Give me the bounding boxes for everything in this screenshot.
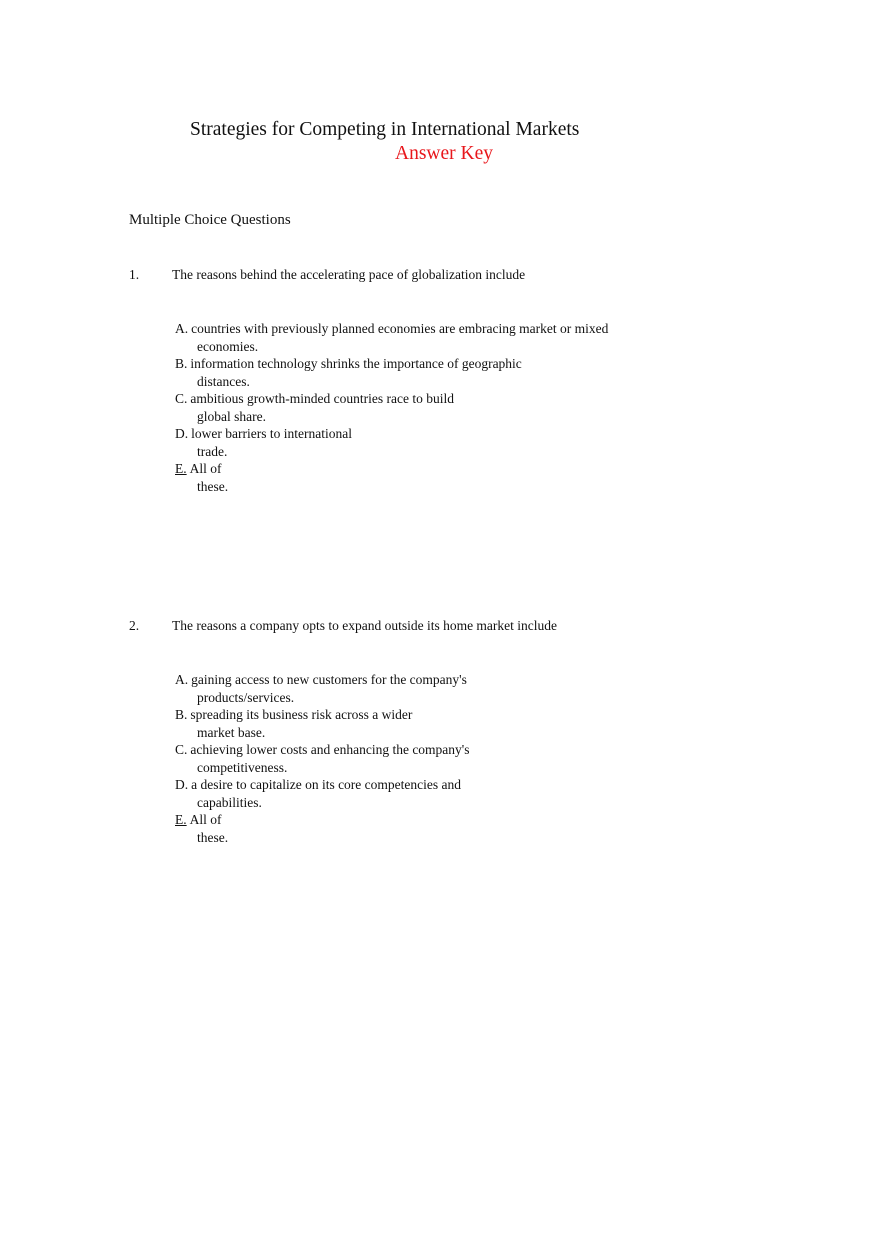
option-d	[175, 425, 608, 460]
option-text-continued: distances.	[197, 373, 250, 389]
option-letter: C.	[175, 742, 188, 757]
question-1	[129, 267, 525, 283]
option-text: lower barriers to international	[191, 426, 352, 441]
question-text: The reasons a company opts to expand outside its home market include	[172, 618, 558, 633]
option-letter: A.	[175, 321, 189, 336]
question-2	[129, 618, 557, 634]
option-letter: B.	[175, 356, 188, 371]
option-text-continued: capabilities.	[197, 794, 262, 810]
option-b	[175, 355, 608, 390]
option-a	[175, 320, 608, 355]
option-e-correct	[175, 811, 470, 846]
option-letter: D.	[175, 777, 189, 792]
option-c	[175, 390, 608, 425]
answer-key-label: Answer Key	[395, 143, 494, 164]
option-text-continued: global share.	[197, 408, 266, 424]
question-text: The reasons behind the accelerating pace of globalization include	[172, 267, 526, 282]
question-1-options	[175, 320, 608, 495]
option-text: spreading its business risk across a wider	[190, 707, 413, 722]
option-text-continued: these.	[197, 829, 229, 845]
option-letter: C.	[175, 391, 188, 406]
option-text: All of	[189, 812, 222, 827]
option-text: gaining access to new customers for the company's	[191, 672, 467, 687]
option-c	[175, 741, 470, 776]
option-text-continued: these.	[197, 478, 229, 494]
question-number: 2.	[129, 618, 140, 633]
option-e-correct	[175, 460, 608, 495]
option-b	[175, 706, 470, 741]
option-text-continued: trade.	[197, 443, 228, 459]
option-text-continued: competitiveness.	[197, 759, 288, 775]
option-letter: D.	[175, 426, 189, 441]
question-2-options	[175, 671, 470, 846]
option-text-continued: products/services.	[197, 689, 295, 705]
option-letter-correct: E.	[175, 461, 187, 476]
option-text: achieving lower costs and enhancing the company's	[190, 742, 470, 757]
option-text: All of	[189, 461, 222, 476]
option-text: countries with previously planned economies are embracing market or mixed	[191, 321, 609, 336]
option-letter-correct: E.	[175, 812, 187, 827]
option-d	[175, 776, 470, 811]
question-number: 1.	[129, 267, 140, 282]
option-a	[175, 671, 470, 706]
option-text: ambitious growth-minded countries race to build	[190, 391, 454, 406]
option-letter: B.	[175, 707, 188, 722]
section-heading: Multiple Choice Questions	[129, 212, 291, 228]
option-text: a desire to capitalize on its core competencies and	[191, 777, 462, 792]
option-text-continued: economies.	[197, 338, 259, 354]
document-title: Strategies for Competing in International Markets	[190, 119, 580, 140]
option-text-continued: market base.	[197, 724, 266, 740]
option-text: information technology shrinks the importance of geographic	[190, 356, 522, 371]
option-letter: A.	[175, 672, 189, 687]
